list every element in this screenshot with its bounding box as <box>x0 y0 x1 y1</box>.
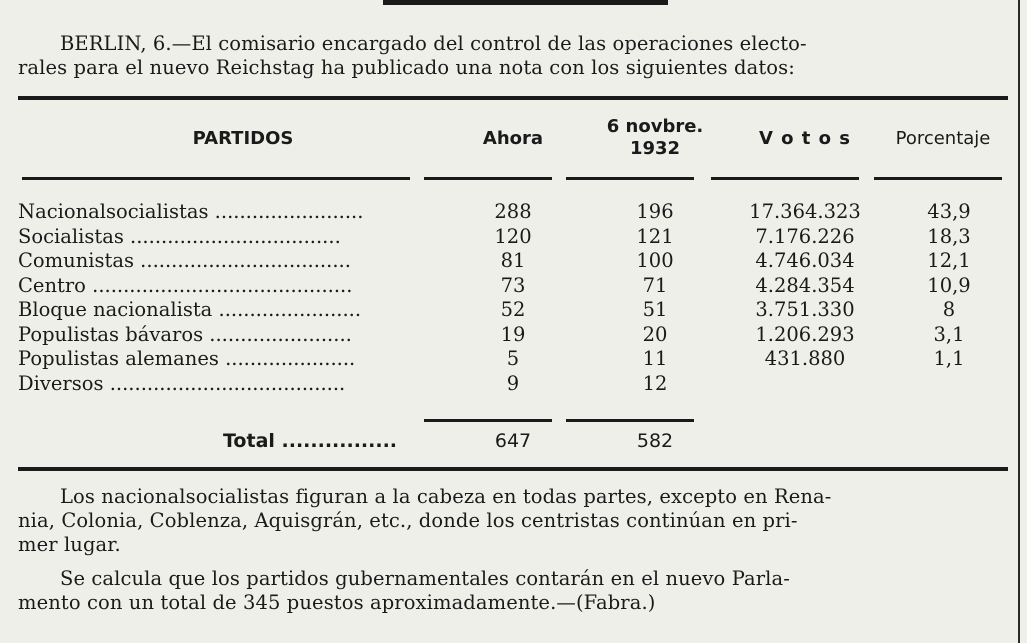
total-nov: 582 <box>636 430 674 452</box>
votes: 3.751.330 <box>755 298 855 321</box>
total-rule-nov <box>566 419 694 422</box>
seats-now: 5 <box>506 347 520 370</box>
votes: 17.364.323 <box>749 200 861 223</box>
intro-line-2: rales para el nuevo Reichstag ha publicado una nota con los siguientes datos: <box>18 56 795 79</box>
top-rule <box>383 0 668 5</box>
col-rule-votos <box>711 177 859 180</box>
header-nov-line2: 1932 <box>629 138 681 159</box>
header-ahora: Ahora <box>482 128 544 149</box>
percentage: 10,9 <box>927 273 971 297</box>
seats-nov-1932: 20 <box>642 322 668 346</box>
seats-now: 81 <box>500 249 526 272</box>
party-name: Nacionalsocialistas ........................ <box>18 200 364 223</box>
header-nov-line1: 6 novbre. <box>606 116 704 137</box>
votes: 7.176.226 <box>755 224 855 248</box>
col-rule-porcentaje <box>874 177 1002 180</box>
seats-now: 19 <box>500 322 526 346</box>
seats-nov-1932: 12 <box>642 371 668 395</box>
seats-now: 9 <box>506 371 520 395</box>
total-rule-ahora <box>424 419 552 422</box>
para2-line-1: Los nacionalsocialistas figuran a la cabeza en todas partes, excepto en Rena- <box>60 485 832 508</box>
table-top-rule <box>18 96 1008 100</box>
votes: 1.206.293 <box>755 322 855 346</box>
percentage: 1,1 <box>933 347 965 370</box>
header-porcentaje: Porcentaje <box>895 128 991 149</box>
total-ahora: 647 <box>494 430 532 452</box>
table-row <box>18 372 1008 398</box>
party-name: Centro .......................................... <box>18 273 353 297</box>
party-name: Bloque nacionalista ....................... <box>18 298 362 321</box>
votes: 4.746.034 <box>755 249 855 272</box>
percentage: 18,3 <box>927 224 971 248</box>
col-rule-ahora <box>424 177 552 180</box>
para3-line-2: mento con un total de 345 puestos aproximadamente.—(Fabra.) <box>18 591 656 614</box>
percentage: 8 <box>942 298 956 321</box>
table-bottom-rule <box>18 467 1008 471</box>
header-nov-1932 <box>585 116 725 160</box>
para2-line-3: mer lugar. <box>18 533 121 556</box>
paragraph-3 <box>18 567 1008 615</box>
seats-nov-1932: 11 <box>642 347 668 370</box>
col-rule-nov <box>566 177 694 180</box>
seats-nov-1932: 51 <box>642 298 668 321</box>
table-row <box>18 249 1008 275</box>
party-name: Populistas alemanes ..................... <box>18 347 356 370</box>
party-name: Diversos ...................................... <box>18 371 346 395</box>
total-row <box>18 430 1008 456</box>
frame-border <box>1018 0 1020 643</box>
table-row <box>18 323 1008 349</box>
seats-now: 52 <box>500 298 526 321</box>
party-name: Comunistas .................................. <box>18 249 351 272</box>
paragraph-2 <box>18 485 1008 557</box>
header-partidos: PARTIDOS <box>192 128 294 149</box>
seats-now: 288 <box>494 200 532 223</box>
table-row <box>18 200 1008 226</box>
seats-nov-1932: 121 <box>636 224 674 248</box>
seats-now: 120 <box>494 224 532 248</box>
party-name: Socialistas .................................. <box>18 224 341 248</box>
para3-line-1: Se calcula que los partidos gubernamentales contarán en el nuevo Parla- <box>60 567 790 590</box>
percentage: 43,9 <box>927 200 971 223</box>
seats-nov-1932: 71 <box>642 273 668 297</box>
seats-now: 73 <box>500 273 526 297</box>
table-row <box>18 347 1008 373</box>
percentage: 12,1 <box>927 249 971 272</box>
para2-line-2: nia, Colonia, Coblenza, Aquisgrán, etc., donde los centristas continúan en pri- <box>18 509 798 532</box>
table-row <box>18 298 1008 324</box>
votes: 431.880 <box>764 347 846 370</box>
votes: 4.284.354 <box>755 273 855 297</box>
col-rule-partidos <box>22 177 410 180</box>
seats-nov-1932: 196 <box>636 200 674 223</box>
seats-nov-1932: 100 <box>636 249 674 272</box>
table-row <box>18 274 1008 300</box>
intro-paragraph <box>18 32 1008 80</box>
intro-line-1: BERLIN, 6.—El comisario encargado del control de las operaciones electo- <box>60 32 807 55</box>
total-label: Total ................ <box>223 430 398 452</box>
table-row <box>18 225 1008 251</box>
percentage: 3,1 <box>933 322 965 346</box>
party-name: Populistas bávaros ....................... <box>18 322 352 346</box>
header-votos: V o t o s <box>758 128 852 149</box>
